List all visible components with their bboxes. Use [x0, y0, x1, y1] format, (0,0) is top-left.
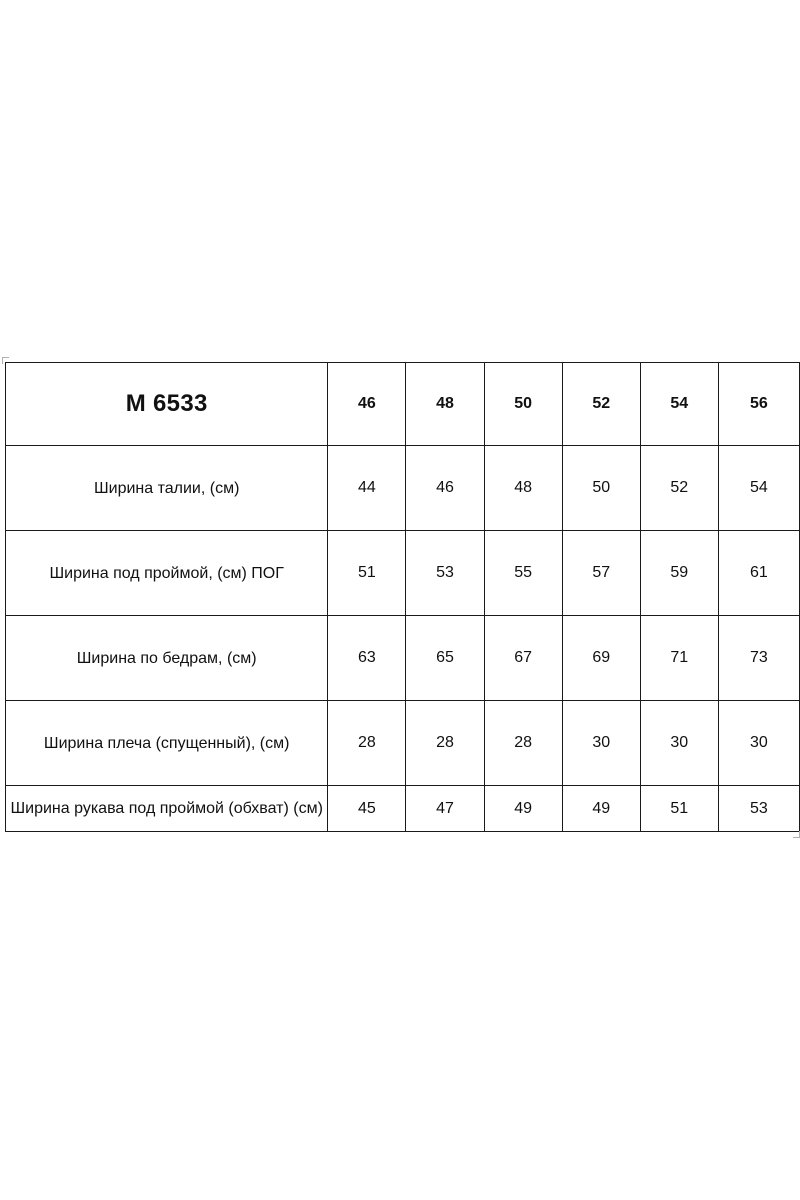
- value-cell: 69: [562, 616, 640, 701]
- table-end-mark: [793, 831, 800, 838]
- row-label: Ширина рукава под проймой (обхват) (см): [6, 786, 328, 832]
- value-cell: 50: [562, 446, 640, 531]
- value-cell: 28: [406, 701, 484, 786]
- size-header-50: 50: [484, 363, 562, 446]
- value-cell: 44: [328, 446, 406, 531]
- table-row-sleeve: [6, 786, 800, 832]
- value-cell: 51: [328, 531, 406, 616]
- value-cell: 45: [328, 786, 406, 832]
- model-code: М 6533: [6, 363, 328, 446]
- value-cell: 71: [640, 616, 718, 701]
- value-cell: 49: [484, 786, 562, 832]
- table-row-waist: [6, 446, 800, 531]
- value-cell: 47: [406, 786, 484, 832]
- value-cell: 53: [406, 531, 484, 616]
- row-label: Ширина по бедрам, (см): [6, 616, 328, 701]
- table-header-row: [6, 363, 800, 446]
- value-cell: 30: [562, 701, 640, 786]
- size-header-46: 46: [328, 363, 406, 446]
- value-cell: 73: [718, 616, 799, 701]
- value-cell: 54: [718, 446, 799, 531]
- value-cell: 46: [406, 446, 484, 531]
- row-label: Ширина под проймой, (см) ПОГ: [6, 531, 328, 616]
- table-row-bust: [6, 531, 800, 616]
- value-cell: 28: [484, 701, 562, 786]
- value-cell: 52: [640, 446, 718, 531]
- value-cell: 28: [328, 701, 406, 786]
- row-label: Ширина талии, (см): [6, 446, 328, 531]
- table-row-shoulder: [6, 701, 800, 786]
- value-cell: 61: [718, 531, 799, 616]
- value-cell: 63: [328, 616, 406, 701]
- value-cell: 59: [640, 531, 718, 616]
- row-label: Ширина плеча (спущенный), (см): [6, 701, 328, 786]
- value-cell: 30: [718, 701, 799, 786]
- value-cell: 57: [562, 531, 640, 616]
- size-header-48: 48: [406, 363, 484, 446]
- value-cell: 30: [640, 701, 718, 786]
- value-cell: 55: [484, 531, 562, 616]
- size-chart-table: [5, 362, 800, 832]
- value-cell: 48: [484, 446, 562, 531]
- size-header-56: 56: [718, 363, 799, 446]
- value-cell: 49: [562, 786, 640, 832]
- value-cell: 65: [406, 616, 484, 701]
- size-header-54: 54: [640, 363, 718, 446]
- size-header-52: 52: [562, 363, 640, 446]
- value-cell: 51: [640, 786, 718, 832]
- value-cell: 53: [718, 786, 799, 832]
- value-cell: 67: [484, 616, 562, 701]
- table-row-hips: [6, 616, 800, 701]
